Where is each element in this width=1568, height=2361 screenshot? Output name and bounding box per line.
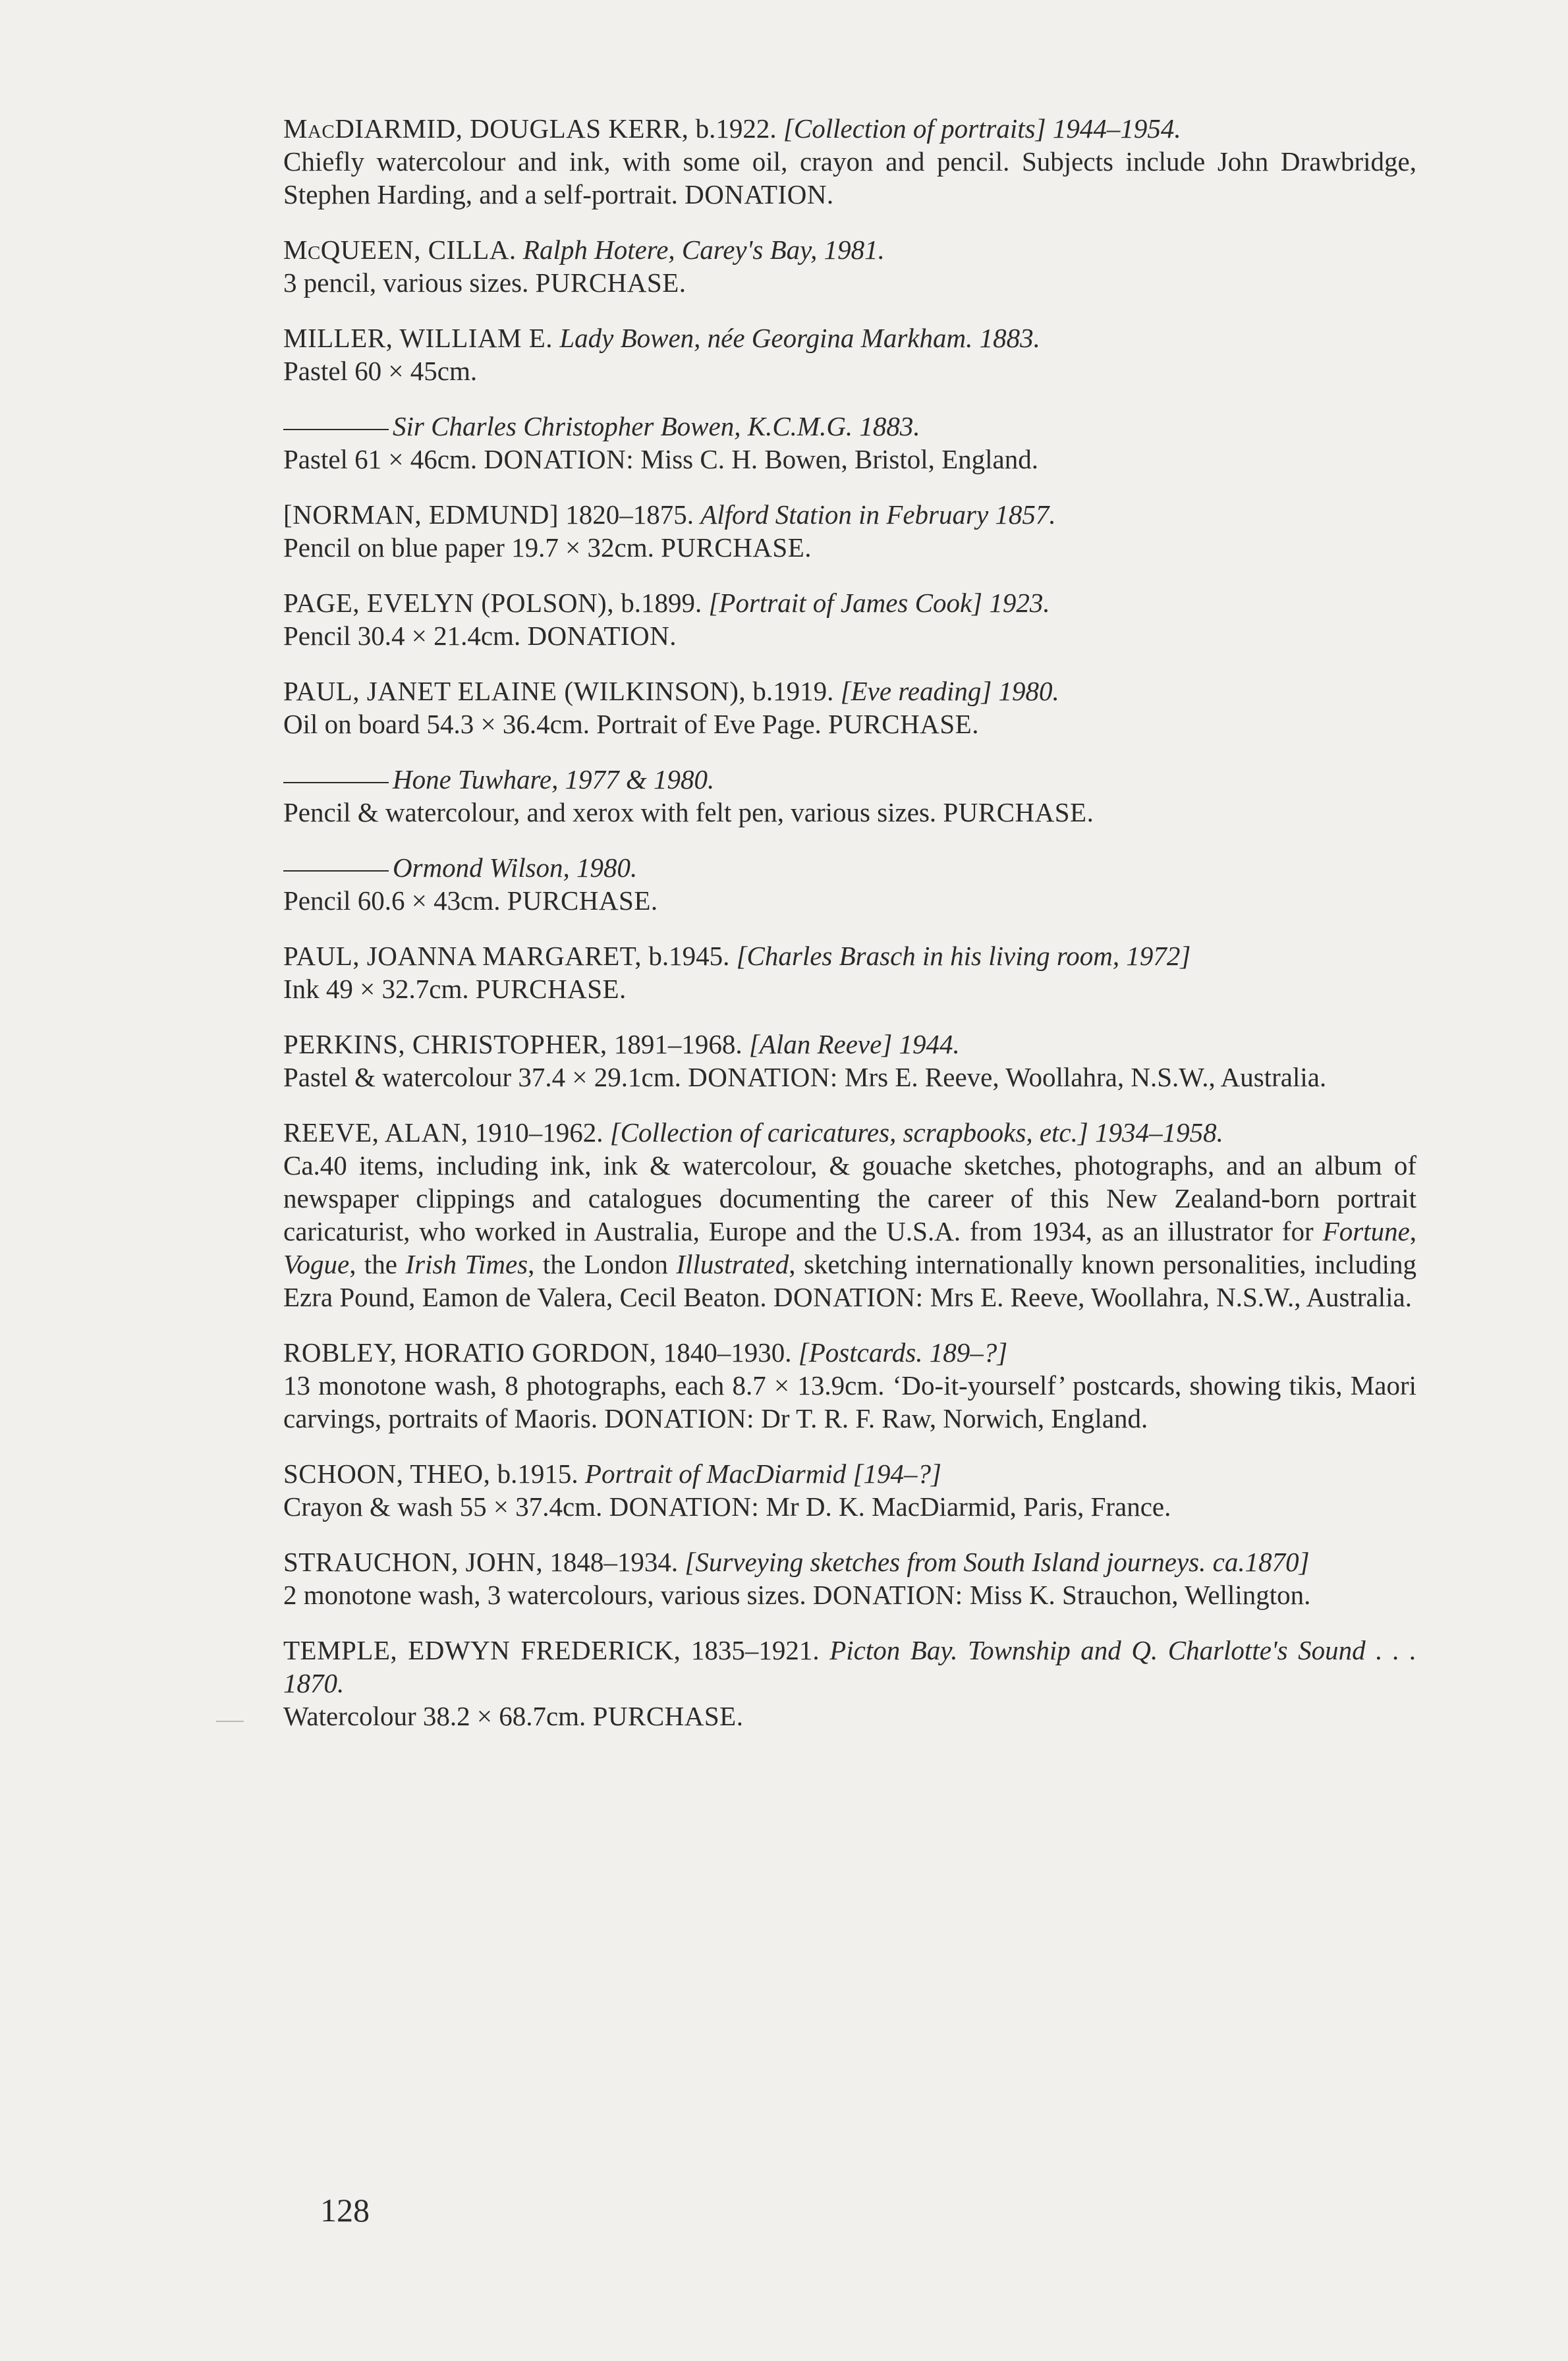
catalogue-entry xyxy=(283,763,1416,829)
catalogue-entry xyxy=(283,112,1416,211)
entry-heading xyxy=(283,410,1416,443)
work-title: [Postcards. 189–?] xyxy=(798,1337,1008,1368)
work-description-continued: , sketching internationally known personalities, including Ezra Pound, Eamon de Valera, Cecil Beaton. xyxy=(283,1249,1416,1312)
entry-body xyxy=(283,1149,1416,1314)
catalogue-entry xyxy=(283,586,1416,652)
ditto-dash xyxy=(283,870,389,872)
acquisition-type: PURCHASE. xyxy=(592,1701,744,1731)
ditto-dash xyxy=(283,429,389,430)
separator-text: , the London xyxy=(528,1249,668,1279)
entry-heading xyxy=(283,498,1416,531)
acquisition-type: PURCHASE. xyxy=(943,797,1094,827)
artist-dates: 1910–1962. xyxy=(474,1117,603,1148)
entry-body xyxy=(283,708,1416,740)
catalogue-entry xyxy=(283,233,1416,299)
entry-body xyxy=(283,1061,1416,1094)
entry-body xyxy=(283,1700,1416,1733)
work-title: Ormond Wilson, 1980. xyxy=(393,852,638,883)
catalogue-entry xyxy=(283,939,1416,1005)
ditto-dash xyxy=(283,782,389,783)
artist-dates: 1835–1921. xyxy=(690,1635,820,1665)
entry-heading xyxy=(283,233,1416,266)
entry-heading xyxy=(283,321,1416,354)
work-description: 13 monotone wash, 8 photographs, each 8.7 × 13.9cm. ‘Do-it-yourself’ postcards, showing tikis, Maori carvings, portraits of Maoris. xyxy=(283,1370,1416,1433)
catalogue-entry xyxy=(283,1457,1416,1523)
catalogue-entry xyxy=(283,1545,1416,1611)
margin-mark xyxy=(216,1721,244,1722)
entry-heading xyxy=(283,1634,1416,1700)
artist-name: MILLER, WILLIAM E. xyxy=(283,323,553,353)
separator-text: , xyxy=(1409,1216,1417,1246)
work-title: Hone Tuwhare, 1977 & 1980. xyxy=(393,764,715,794)
acquisition-type: DONATION: xyxy=(773,1282,924,1312)
work-title: [Collection of portraits] 1944–1954. xyxy=(783,113,1181,144)
work-description: Ink 49 × 32.7cm. xyxy=(283,974,469,1004)
artist-dates: 1848–1934. xyxy=(549,1547,679,1577)
artist-name: PAUL, JOANNA MARGARET, xyxy=(283,941,642,971)
artist-dates: b.1945. xyxy=(648,941,730,971)
donor: Miss K. Strauchon, Wellington. xyxy=(969,1580,1311,1610)
acquisition-type: DONATION: xyxy=(484,444,634,474)
acquisition-type: PURCHASE. xyxy=(475,974,627,1004)
entry-body xyxy=(283,619,1416,652)
acquisition-type: PURCHASE. xyxy=(828,709,979,739)
entry-heading xyxy=(283,675,1416,708)
entry-body xyxy=(283,1490,1416,1523)
work-title: Portrait of MacDiarmid [194–?] xyxy=(584,1458,941,1489)
entry-heading xyxy=(283,1545,1416,1578)
page-number: 128 xyxy=(320,2192,370,2229)
entry-body xyxy=(283,972,1416,1005)
artist-name: TEMPLE, EDWYN FREDERICK, xyxy=(283,1635,681,1665)
donor: Mr D. K. MacDiarmid, Paris, France. xyxy=(766,1491,1171,1522)
work-description: Pencil & watercolour, and xerox with felt pen, various sizes. xyxy=(283,797,937,827)
work-description: Chiefly watercolour and ink, with some oil, crayon and pencil. Subjects include John Drawbridge, Stephen Harding, and a self-portrait. xyxy=(283,146,1416,209)
work-description: Pencil 30.4 × 21.4cm. xyxy=(283,621,521,651)
artist-name: PAGE, EVELYN (POLSON), xyxy=(283,588,614,618)
work-description: Pastel 61 × 46cm. xyxy=(283,444,478,474)
publication-name: Fortune xyxy=(1322,1216,1410,1246)
entry-body xyxy=(283,884,1416,917)
catalogue-entry xyxy=(283,410,1416,476)
entry-heading xyxy=(283,1336,1416,1369)
donor: Miss C. H. Bowen, Bristol, England. xyxy=(640,444,1038,474)
acquisition-type: PURCHASE. xyxy=(661,532,812,563)
publication-name: Illustrated xyxy=(676,1249,789,1279)
entry-heading xyxy=(283,851,1416,884)
artist-dates: 1891–1968. xyxy=(613,1029,742,1059)
work-title: [Charles Brasch in his living room, 1972] xyxy=(736,941,1191,971)
acquisition-type: DONATION. xyxy=(527,621,677,651)
entry-heading xyxy=(283,112,1416,145)
entry-heading xyxy=(283,1116,1416,1149)
acquisition-type: PURCHASE. xyxy=(535,267,686,298)
separator-text: , the xyxy=(349,1249,398,1279)
work-description: Pastel & watercolour 37.4 × 29.1cm. xyxy=(283,1062,681,1092)
work-description: Pencil 60.6 × 43cm. xyxy=(283,885,501,916)
donor: Mrs E. Reeve, Woollahra, N.S.W., Australia. xyxy=(930,1282,1412,1312)
catalogue-text xyxy=(283,112,1416,1755)
artist-name: PAUL, JANET ELAINE (WILKINSON), xyxy=(283,676,746,706)
catalogue-entry xyxy=(283,498,1416,564)
work-description: 3 pencil, various sizes. xyxy=(283,267,529,298)
entry-body xyxy=(283,1578,1416,1611)
catalogue-entry xyxy=(283,675,1416,740)
acquisition-type: DONATION. xyxy=(685,179,834,209)
work-title: Lady Bowen, née Georgina Markham. 1883. xyxy=(559,323,1040,353)
work-title: Sir Charles Christopher Bowen, K.C.M.G. 1883. xyxy=(393,411,920,441)
catalogue-entry xyxy=(283,1336,1416,1435)
artist-dates: b.1915. xyxy=(497,1458,578,1489)
entry-heading xyxy=(283,1457,1416,1490)
acquisition-type: PURCHASE. xyxy=(507,885,658,916)
work-description: Watercolour 38.2 × 68.7cm. xyxy=(283,1701,586,1731)
entry-heading xyxy=(283,586,1416,619)
artist-dates: b.1922. xyxy=(695,113,777,144)
work-description: 2 monotone wash, 3 watercolours, various sizes. xyxy=(283,1580,806,1610)
artist-name: McQUEEN, CILLA. xyxy=(283,235,517,265)
work-title: Alford Station in February 1857. xyxy=(700,499,1056,530)
work-title: Picton Bay. Township and Q. Charlotte's Sound . . . 1870. xyxy=(283,1635,1417,1698)
entry-body xyxy=(283,443,1416,476)
acquisition-type: DONATION: xyxy=(688,1062,838,1092)
entry-heading xyxy=(283,763,1416,796)
work-title: [Surveying sketches from South Island journeys. ca.1870] xyxy=(685,1547,1310,1577)
artist-name: SCHOON, THEO, xyxy=(283,1458,491,1489)
entry-body xyxy=(283,796,1416,829)
entry-body xyxy=(283,266,1416,299)
acquisition-type: DONATION: xyxy=(812,1580,963,1610)
work-description: Crayon & wash 55 × 37.4cm. xyxy=(283,1491,603,1522)
catalogue-entry xyxy=(283,1634,1416,1733)
work-title: Ralph Hotere, Carey's Bay, 1981. xyxy=(522,235,885,265)
artist-dates: 1820–1875. xyxy=(565,499,694,530)
artist-dates: 1840–1930. xyxy=(663,1337,792,1368)
catalogue-entry xyxy=(283,1028,1416,1094)
work-title: [Eve reading] 1980. xyxy=(840,676,1059,706)
artist-dates: b.1899. xyxy=(621,588,702,618)
artist-name: PERKINS, CHRISTOPHER, xyxy=(283,1029,607,1059)
artist-name: [NORMAN, EDMUND] xyxy=(283,499,559,530)
entry-body xyxy=(283,1369,1416,1435)
catalogue-entry xyxy=(283,321,1416,387)
donor: Dr T. R. F. Raw, Norwich, England. xyxy=(761,1403,1148,1433)
entry-heading xyxy=(283,939,1416,972)
work-description: Pastel 60 × 45cm. xyxy=(283,356,478,386)
acquisition-type: DONATION: xyxy=(609,1491,760,1522)
catalogue-entry xyxy=(283,1116,1416,1314)
entry-body xyxy=(283,531,1416,564)
artist-dates: b.1919. xyxy=(752,676,834,706)
work-title: [Alan Reeve] 1944. xyxy=(748,1029,960,1059)
publication-name: Vogue xyxy=(283,1249,350,1279)
work-title: [Portrait of James Cook] 1923. xyxy=(708,588,1050,618)
work-description: Ca.40 items, including ink, ink & watercolour, & gouache sketches, photographs, and an album of newspaper clippings and catalogues documenting the career of this New Zealand-born portrait caricaturist, who worked in Australia, Europe and the U.S.A. from 1934, as an illustrator for xyxy=(283,1150,1416,1246)
artist-name: MacDIARMID, DOUGLAS KERR, xyxy=(283,113,689,144)
artist-name: REEVE, ALAN, xyxy=(283,1117,468,1148)
work-title: [Collection of caricatures, scrapbooks, etc.] 1934–1958. xyxy=(609,1117,1223,1148)
entry-heading xyxy=(283,1028,1416,1061)
acquisition-type: DONATION: xyxy=(604,1403,755,1433)
artist-name: STRAUCHON, JOHN, xyxy=(283,1547,544,1577)
catalogue-entry xyxy=(283,851,1416,917)
artist-name: ROBLEY, HORATIO GORDON, xyxy=(283,1337,657,1368)
entry-body xyxy=(283,354,1416,387)
work-description: Oil on board 54.3 × 36.4cm. Portrait of Eve Page. xyxy=(283,709,822,739)
entry-body xyxy=(283,145,1416,211)
work-description: Pencil on blue paper 19.7 × 32cm. xyxy=(283,532,654,563)
publication-name: Irish Times xyxy=(405,1249,528,1279)
donor: Mrs E. Reeve, Woollahra, N.S.W., Australia. xyxy=(845,1062,1327,1092)
